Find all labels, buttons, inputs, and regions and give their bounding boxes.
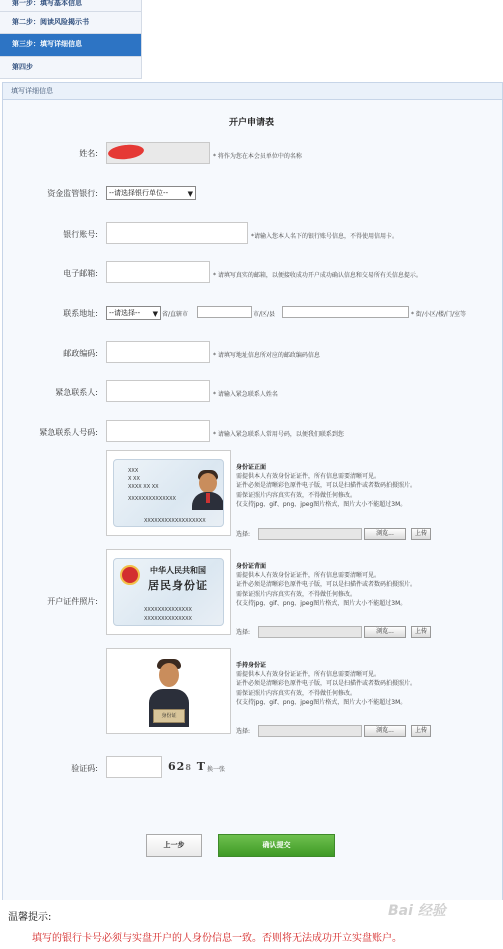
province-select[interactable] <box>106 306 161 320</box>
id-card-back <box>113 558 224 626</box>
id-front-sample <box>106 450 231 536</box>
id-photos-label: 开户证件照片: <box>47 597 98 606</box>
steps-nav <box>0 0 142 79</box>
id-front-title: 身份证正面 <box>236 464 267 471</box>
street-unit: * 街/小区/楼/门/室等 <box>411 311 466 318</box>
avatar <box>159 663 179 687</box>
prev-step-button[interactable]: 上一步 <box>146 834 202 857</box>
card-title-2: 居民身份证 <box>148 579 208 592</box>
captcha-image[interactable]: 628 T <box>168 760 206 773</box>
tip-title: 温馨提示: <box>8 912 52 923</box>
id-handheld-desc <box>236 670 416 708</box>
watermark-logo: Bai 经验 <box>388 903 446 919</box>
card-line: XXX <box>128 468 139 474</box>
desc-line: 仅支持jpg、gif、png、jpeg图片格式，图片大小不能超过3M。 <box>236 600 407 608</box>
desc-line: 需提供本人有效身份证证件，所有信息需要清晰可见。 <box>236 473 381 480</box>
email-input[interactable] <box>106 261 210 283</box>
step-2[interactable]: 第二步：阅读风险揭示书 <box>0 12 142 34</box>
card-line: XXXXXXXXXXXXXX <box>144 607 192 613</box>
chevron-down-icon: ▼ <box>152 310 158 318</box>
browse-button[interactable]: 浏览... <box>364 528 406 540</box>
contact-label: 紧急联系人: <box>55 388 98 397</box>
national-emblem-icon <box>120 565 140 585</box>
desc-line: 证件必须是清晰彩色原件电子版，可以是扫描件或者数码拍摄照片。 <box>236 482 417 490</box>
email-note: * 请填写真实的邮箱，以便接收成功开户成功确认信息和交易所有关信息提示。 <box>213 272 422 279</box>
file-select-label: 选择: <box>236 629 251 636</box>
postcode-label: 邮政编码: <box>63 349 98 358</box>
id-handheld-file-input[interactable] <box>258 725 362 737</box>
account-label: 银行账号: <box>63 230 98 239</box>
captcha-refresh-link[interactable]: 换一张 <box>207 766 226 773</box>
form-title: 开户申请表 <box>228 118 274 128</box>
account-input[interactable] <box>106 222 248 244</box>
desc-line: 需保证照片内容真实有效，不得做任何修改。 <box>236 491 357 499</box>
card-title-1: 中华人民共和国 <box>150 565 206 575</box>
street-input[interactable] <box>282 306 409 318</box>
contact-phone-input[interactable] <box>106 420 210 442</box>
captcha-code-2: T <box>196 760 206 773</box>
contact-note: * 请输入紧急联系人姓名 <box>213 391 278 398</box>
upload-button[interactable]: 上传 <box>411 528 431 540</box>
postcode-note: * 请填写地址信息所对应的邮政编码信息 <box>213 352 320 359</box>
step-4[interactable]: 第四步 <box>0 57 142 79</box>
card-line: X XX <box>128 476 140 482</box>
id-handheld-title: 手持身份证 <box>236 662 267 669</box>
captcha-label: 验证码: <box>71 764 98 773</box>
email-label: 电子邮箱: <box>63 269 98 278</box>
captcha-input[interactable] <box>106 756 162 778</box>
desc-line: 需提供本人有效身份证证件，所有信息需要清晰可见。 <box>236 671 381 678</box>
id-front-desc <box>236 472 416 510</box>
id-back-sample <box>106 549 231 635</box>
id-handheld-sample <box>106 648 231 734</box>
name-label: 姓名: <box>79 149 98 158</box>
file-select-label: 选择: <box>236 728 251 735</box>
province-unit: 省/直辖市 <box>162 311 189 318</box>
province-select-value: --请选择-- <box>109 309 141 317</box>
id-back-desc <box>236 571 416 609</box>
browse-button[interactable]: 浏览... <box>364 626 406 638</box>
tie-shape <box>206 493 210 503</box>
contact-phone-note: * 请输入紧急联系人常用号码，以便我们联系到您 <box>213 431 344 438</box>
bank-select-value: --请选择银行单位-- <box>109 189 169 197</box>
desc-line: 需保证照片内容真实有效，不得做任何修改。 <box>236 689 357 697</box>
address-label: 联系地址: <box>63 309 98 318</box>
card-line: XXXX XX XX <box>128 484 159 490</box>
file-select-label: 选择: <box>236 531 251 538</box>
desc-line: 需提供本人有效身份证证件，所有信息需要清晰可见。 <box>236 572 381 579</box>
avatar <box>199 473 217 493</box>
card-line: XXXXXXXXXXXXXXXXXX <box>144 518 206 524</box>
city-unit: 市/区/县 <box>253 311 276 318</box>
desc-line: 证件必须是清晰彩色原件电子版，可以是扫描件或者数码拍摄照片。 <box>236 581 417 589</box>
bank-select[interactable] <box>106 186 196 200</box>
chevron-down-icon: ▼ <box>187 190 193 198</box>
bank-label: 资金监管银行: <box>47 189 98 198</box>
section-title: 填写详细信息 <box>2 82 503 100</box>
upload-button[interactable]: 上传 <box>411 626 431 638</box>
held-id-card: 身份证 <box>153 709 185 723</box>
contact-phone-label: 紧急联系人号码: <box>39 428 98 437</box>
desc-line: 证件必须是清晰彩色原件电子版，可以是扫描件或者数码拍摄照片。 <box>236 680 417 688</box>
contact-input[interactable] <box>106 380 210 402</box>
id-back-file-input[interactable] <box>258 626 362 638</box>
captcha-code: 62 <box>168 760 186 773</box>
card-line: XXXXXXXXXXXXXX <box>144 616 192 622</box>
city-input[interactable] <box>197 306 252 318</box>
card-line: XXXXXXXXXXXXXX <box>128 496 176 502</box>
id-card-front <box>113 459 224 527</box>
desc-line: 需保证照片内容真实有效，不得做任何修改。 <box>236 590 357 598</box>
submit-button[interactable]: 确认提交 <box>218 834 335 857</box>
upload-button[interactable]: 上传 <box>411 725 431 737</box>
desc-line: 仅支持jpg、gif、png、jpeg图片格式，图片大小不能超过3M。 <box>236 501 407 509</box>
id-front-file-input[interactable] <box>258 528 362 540</box>
id-back-title: 身份证背面 <box>236 563 267 570</box>
browse-button[interactable]: 浏览... <box>364 725 406 737</box>
desc-line: 仅支持jpg、gif、png、jpeg图片格式，图片大小不能超过3M。 <box>236 699 407 707</box>
step-3[interactable]: 第三步：填写详细信息 <box>0 34 142 57</box>
tip-text: 填写的银行卡号必须与实盘开户的人身份信息一致。否则将无法成功开立实盘账户。 <box>32 933 402 944</box>
account-note: *请输入您本人名下的银行账号信息，不得使用信用卡。 <box>251 233 399 240</box>
name-note: * 将作为您在本会员单位中的名称 <box>213 153 302 160</box>
postcode-input[interactable] <box>106 341 210 363</box>
step-1[interactable]: 第一步：填写基本信息 <box>0 0 142 12</box>
